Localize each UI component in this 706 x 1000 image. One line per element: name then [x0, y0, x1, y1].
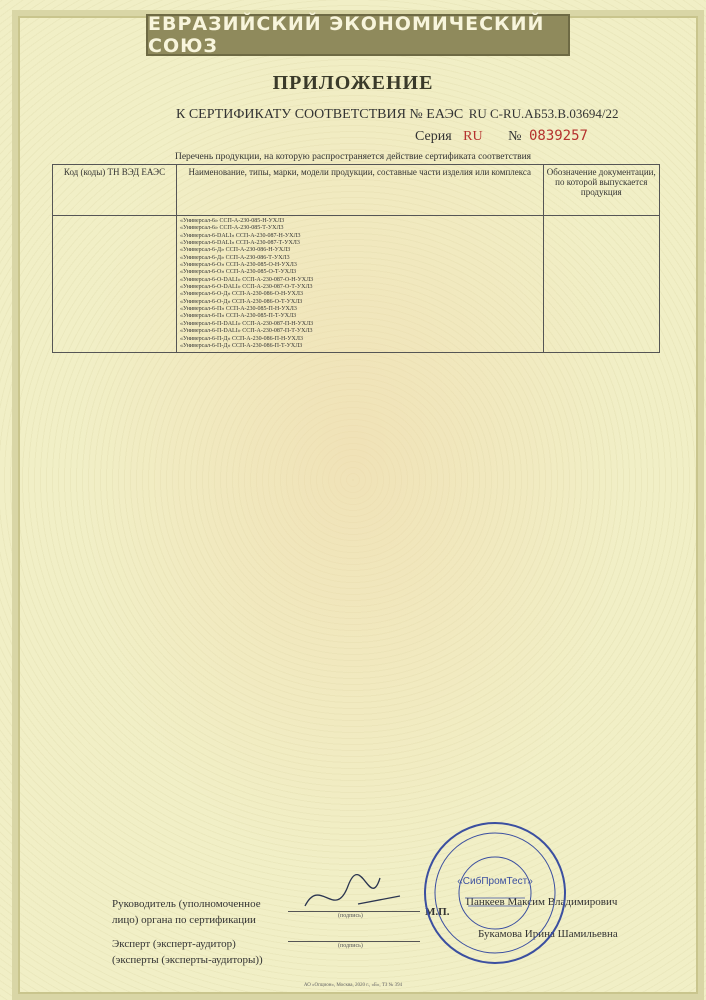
expert-label-line1: Эксперт (эксперт-аудитор): [112, 938, 236, 950]
list-title: Перечень продукции, на которую распространяется действие сертификата соответствия: [174, 152, 532, 162]
head-signature: [300, 866, 410, 926]
expert-signature-line: [288, 941, 420, 942]
list-item: «Универсал-6-О-DALI» ССП-А-230-087-О-Т-УХЛ3: [180, 284, 313, 291]
list-item: «Универсал-6-О» ССП-А-230-085-О-Н-УХЛ3: [180, 262, 297, 269]
list-item: «Универсал-6-П-Д» ССП-А-230-086-П-Н-УХЛ3: [180, 335, 303, 342]
certificate-number: RU C-RU.АБ53.В.03694/22: [468, 106, 619, 121]
union-banner: ЕВРАЗИЙСКИЙ ЭКОНОМИЧЕСКИЙ СОЮЗ: [146, 14, 570, 56]
header-name: Наименование, типы, марки, модели продукции, составные части изделия или комплекса: [177, 165, 544, 216]
list-item: «Универсал-6-О» ССП-А-230-085-О-Т-УХЛ3: [180, 269, 297, 276]
series-no-label: №: [508, 129, 522, 144]
list-item: «Универсал-6» ССП-А-230-085-Т-УХЛ3: [180, 225, 284, 232]
certificate-subtitle: [176, 106, 618, 123]
expert-signature-caption: (подпись): [338, 943, 363, 949]
expert-label: [112, 936, 263, 968]
subtitle-text: К СЕРТИФИКАТУ СООТВЕТСТВИЯ № ЕАЭС: [176, 107, 464, 122]
table-header-row: [53, 165, 660, 216]
head-name: Панкеев Максим Владимирович: [466, 896, 618, 908]
stamp-title: «СибПромТест»: [457, 876, 533, 887]
code-cell: [53, 216, 177, 353]
seal-stamp: [420, 818, 570, 968]
series-code: RU: [463, 129, 483, 144]
table-row: [53, 216, 660, 353]
list-item: «Универсал-6-П-DALI» ССП-А-230-087-П-Н-УХЛ3: [180, 320, 314, 327]
series-number: 0839257: [528, 128, 588, 144]
head-label: [112, 896, 261, 928]
expert-label-line2: (эксперты (эксперты-аудиторы)): [112, 954, 263, 966]
list-item: «Универсал-6-П» ССП-А-230-085-П-Т-УХЛ3: [180, 313, 297, 320]
products-table: [52, 164, 660, 353]
mp-label: М.П.: [425, 906, 450, 918]
head-signature-caption: (подпись): [338, 913, 363, 919]
head-label-line2: лицо) органа по сертификации: [112, 914, 256, 926]
list-item: «Универсал-6-Д» ССП-А-230-086-Т-УХЛ3: [180, 254, 290, 261]
series-line: [415, 128, 588, 145]
list-item: «Универсал-6» ССП-А-230-085-Н-УХЛ3: [180, 218, 285, 224]
head-label-line1: Руководитель (уполномоченное: [112, 898, 261, 910]
product-list-cell: [177, 216, 544, 353]
list-item: «Универсал-6-П-DALI» ССП-А-230-087-П-Т-УХЛ3: [180, 328, 313, 335]
header-code: Код (коды) ТН ВЭД ЕАЭС: [53, 165, 177, 216]
list-item: «Универсал-6-DALI» ССП-А-230-087-Т-УХЛ3: [180, 240, 300, 247]
list-item: «Универсал-6-О-DALI» ССП-А-230-087-О-Н-УХЛ3: [180, 276, 314, 283]
list-item: «Универсал-6-П-Д» ССП-А-230-086-П-Т-УХЛ3: [180, 342, 303, 349]
header-docs: Обозначение документации, по которой выпускается продукция: [543, 165, 659, 216]
footer-print: АО «Опцион», Москва, 2020 г., «Б», ТЗ № 394: [303, 983, 403, 988]
list-item: «Универсал-6-О-Д» ССП-А-230-086-О-Н-УХЛ3: [180, 291, 303, 298]
expert-name: Букамова Ирина Шамильевна: [478, 928, 618, 940]
page-title: ПРИЛОЖЕНИЕ: [272, 72, 434, 94]
list-item: «Универсал-6-DALI» ССП-А-230-087-Н-УХЛ3: [180, 232, 301, 239]
list-item: «Универсал-6-О-Д» ССП-А-230-086-О-Т-УХЛ3: [180, 298, 303, 305]
series-label: Серия: [415, 129, 452, 144]
list-item: «Универсал-6-Д» ССП-А-230-086-Н-УХЛ3: [180, 247, 291, 254]
list-item: «Универсал-6-П» ССП-А-230-085-П-Н-УХЛ3: [180, 306, 297, 313]
docs-cell: [543, 216, 659, 353]
